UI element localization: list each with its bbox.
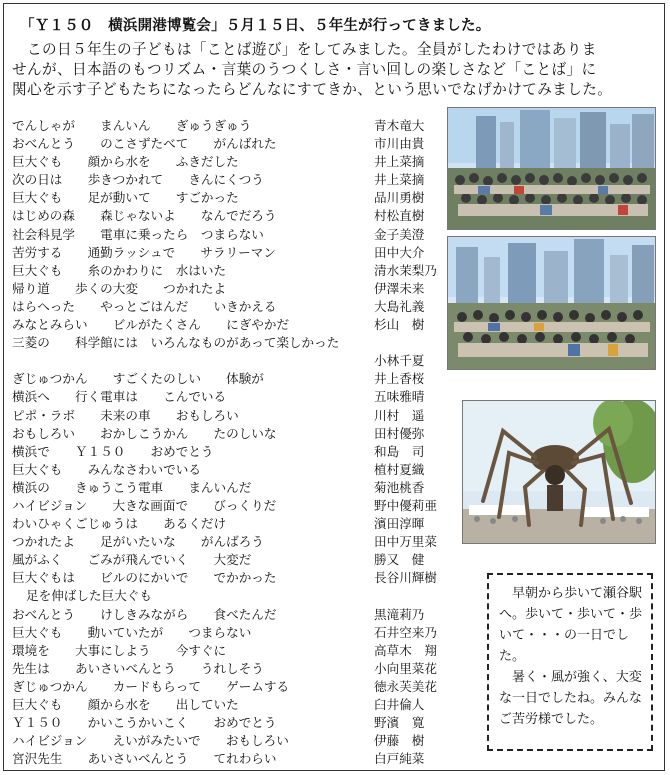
poem-verse: 横浜へ 行く電車は こんでいる (12, 389, 227, 405)
poem-verse: おもしろい おかしこうかん たのしいな (12, 425, 277, 441)
poem-verse: 巨大ぐもは ビルのにかいで でかかった (12, 570, 277, 586)
poem-author: 井上香桜 (374, 371, 425, 387)
poem-row (12, 531, 442, 549)
poem-verse: でんしゃが まんいん ぎゅうぎゅう (12, 118, 252, 133)
poem-verse: 次の日は 歩きつかれて きんにくつう (12, 172, 264, 188)
poem-row (12, 368, 442, 386)
poem-verse: 巨大ぐも 動いていたが つまらない (12, 624, 252, 640)
poem-verse: 風がふく ごみが飛んでいく 大変だ (12, 552, 252, 568)
poem-verse: ぎじゅつかん カードもらって ゲームする (12, 678, 290, 694)
poem-verse: ピポ・ラボ 未来の車 おもしろい (12, 407, 239, 423)
poem-author: 長谷川輝樹 (374, 570, 437, 586)
intro-line: せんが、日本語のもつリズム・言葉のうつくしさ・言い回しの楽しさなど「ことば」に (12, 61, 597, 78)
poem-row (12, 405, 442, 423)
poem-row (12, 459, 442, 477)
poem-row (12, 513, 442, 531)
poem-author: 清水茉梨乃 (374, 262, 437, 278)
poem-verse: おべんとう のこさずたべて がんばれた (12, 136, 277, 152)
poem-row (12, 151, 442, 169)
poem-author: 和島 司 (374, 443, 425, 459)
poem-row (12, 585, 442, 603)
poem-author: 五味雅晴 (374, 389, 425, 405)
poem-author: 井上菜摘 (374, 154, 425, 170)
poem-row (12, 495, 442, 513)
poem-row (12, 441, 442, 459)
poem-verse: 巨大ぐも 糸のかわりに 水はいた (12, 262, 227, 278)
poem-verse: 横浜で Ｙ１５０ おめでとう (12, 443, 214, 459)
poem-list (12, 115, 442, 766)
poem-row (12, 604, 442, 622)
poem-row (12, 477, 442, 495)
intro-line: この日５年生の子どもは「ことば遊び」をしてみました。全員がしたわけではありま (12, 41, 597, 58)
poem-author: 徳永芙美花 (374, 678, 437, 694)
poem-verse: はらへった やっとごはんだ いきかえる (12, 298, 277, 314)
poem-verse: 巨大ぐも 顔から水を 出していた (12, 697, 239, 712)
poem-verse: 環境を 大事にしよう 今すぐに (12, 642, 227, 658)
poem-author: 高草木 翔 (374, 642, 437, 658)
note-paragraph: 早朝から歩いて瀬谷駅へ。歩いて・歩いて・歩いて・・・の一日でした。 (499, 586, 643, 664)
poem-author: 黒滝莉乃 (374, 606, 425, 622)
poem-row (12, 694, 442, 712)
poem-author: 臼井倫人 (374, 697, 425, 712)
note-paragraph: 暑く・風が強く、大変な一日でしたね。みんなご苦労様でした。 (499, 670, 643, 727)
poem-author: 菊池桃香 (374, 479, 425, 495)
poem-verse: 巨大ぐも 顔から水を ふきだした (12, 154, 239, 170)
poem-row (12, 169, 442, 187)
intro-line: 関心を示す子どもたちになったらどんなにすてきか、という思いでなげかけてみました。 (12, 81, 613, 98)
note-box (487, 573, 653, 751)
poem-author: 濱田淳暉 (374, 516, 425, 532)
group-photo-2 (447, 236, 656, 370)
poem-row (12, 187, 442, 205)
poem-author: 伊藤 樹 (374, 733, 425, 749)
giant-spider-photo (462, 400, 656, 544)
poem-row (12, 622, 442, 640)
poem-row (12, 730, 442, 748)
poem-row (12, 278, 442, 296)
poem-author: 田中大介 (374, 244, 425, 260)
poem-row (12, 712, 442, 730)
poem-verse: わいひゃくごじゅうは あるくだけ (12, 516, 227, 532)
intro-text (12, 40, 660, 100)
poem-verse: つかれたよ 足がいたいな がんばろう (12, 534, 264, 550)
group-photo-1 (447, 107, 656, 230)
poem-author: 品川勇樹 (374, 190, 425, 206)
poem-author: 井上菜摘 (374, 172, 425, 188)
poem-author: 川村 遥 (374, 407, 425, 423)
poem-row (12, 332, 442, 350)
poem-author: 青木竜大 (374, 118, 425, 133)
poem-row (12, 224, 442, 242)
poem-author: 小向里菜花 (374, 660, 437, 676)
poem-row (12, 658, 442, 676)
poem-author: 伊澤未来 (374, 280, 425, 296)
poem-row (12, 314, 442, 332)
poem-verse: ぎじゅつかん すごくたのしい 体験が (12, 371, 264, 387)
poem-verse: はじめの森 森じゃないよ なんでだろう (12, 208, 277, 224)
poem-row (12, 296, 442, 314)
poem-author: 白戸純菜 (374, 751, 425, 767)
poem-row (12, 676, 442, 694)
poem-verse: 足を伸ばした巨大ぐも (26, 588, 152, 604)
poem-author: 大島礼義 (374, 298, 425, 314)
poem-author: 田村優弥 (374, 425, 425, 441)
poem-verse: 宮沢先生 あいさいべんとう てれわらい (12, 751, 277, 767)
poem-author: 市川由貴 (374, 136, 425, 152)
poem-row (12, 133, 442, 151)
poem-verse: 社会科見学 電車に乗ったら つまらない (12, 226, 264, 242)
poem-row (12, 242, 442, 260)
poem-author: 勝又 健 (374, 552, 425, 568)
poem-author: 杉山 樹 (374, 317, 425, 333)
poem-verse: Ｙ１５０ かいこうかいこく おめでとう (12, 715, 277, 731)
poem-verse: ハイビジョン えいがみたいで おもしろい (12, 733, 289, 749)
poem-verse: ハイビジョン 大きな画面で びっくりだ (12, 497, 277, 513)
poem-author: 野濱 寛 (374, 715, 425, 731)
page-title: 「Ｙ１５０ 横浜開港博覧会」５月１５日、５年生が行ってきました。 (20, 18, 491, 34)
poem-row (12, 423, 442, 441)
poem-row (12, 549, 442, 567)
poem-verse: 巨大ぐも みんなさわいでいる (12, 461, 201, 477)
poem-verse: おべんとう けしきみながら 食べたんだ (12, 606, 277, 622)
poem-verse: 先生は あいさいべんとう うれしそう (12, 660, 264, 676)
poem-author: 植村夏織 (374, 461, 425, 477)
poem-row (12, 567, 442, 585)
poem-row (12, 205, 442, 223)
poem-row (12, 350, 442, 368)
poem-row (12, 115, 442, 133)
poem-row (12, 640, 442, 658)
poem-author: 野中優莉亜 (374, 497, 437, 513)
poem-verse: 苦労する 通勤ラッシュで サラリーマン (12, 244, 276, 260)
poem-author: 小林千夏 (374, 353, 425, 369)
poem-verse: 横浜の きゅうこう電車 まんいんだ (12, 479, 252, 495)
poem-author: 村松直樹 (374, 208, 425, 224)
poem-verse: 巨大ぐも 足が動いて すごかった (12, 190, 239, 206)
poem-author: 石井空来乃 (374, 624, 437, 640)
poem-row (12, 260, 442, 278)
poem-row (12, 748, 442, 766)
poem-author: 金子美澄 (374, 226, 425, 242)
poem-verse: みなとみらい ビルがたくさん にぎやかだ (12, 317, 290, 333)
poem-row (12, 386, 442, 404)
poem-author: 田中万里菜 (374, 534, 437, 550)
poem-verse: 帰り道 歩くの大変 つかれたよ (12, 280, 227, 296)
poem-verse: 三菱の 科学館には いろんなものがあって楽しかった (12, 335, 340, 351)
